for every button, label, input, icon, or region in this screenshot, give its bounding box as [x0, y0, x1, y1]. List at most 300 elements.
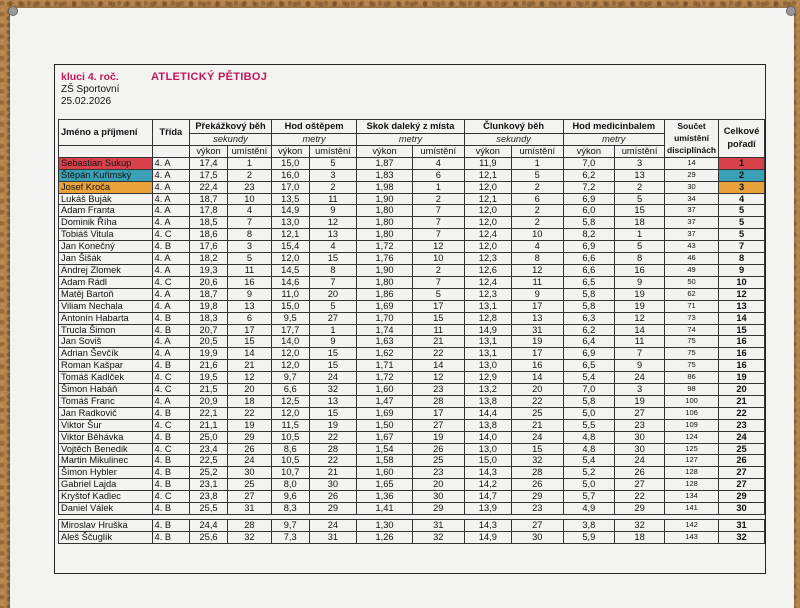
- table-row: [59, 217, 765, 229]
- cell-r3: 1,80: [357, 276, 413, 288]
- cell-p3: 31: [412, 520, 464, 532]
- cell-r2: 12,5: [271, 395, 309, 407]
- cell-r5: 8,2: [563, 229, 615, 241]
- cell-r5: 5,9: [563, 531, 615, 543]
- cell-r2: 9,7: [271, 372, 309, 384]
- cell-p5: 5: [615, 241, 665, 253]
- col-event2: Hod oštěpem: [271, 120, 356, 134]
- cell-p4: 23: [511, 503, 563, 515]
- cell-p1: 3: [227, 241, 271, 253]
- cell-r2: 12,0: [271, 348, 309, 360]
- table-row: [59, 253, 765, 265]
- cell-name: Kryštof Kadlec: [59, 491, 153, 503]
- cell-p5: 8: [615, 253, 665, 265]
- cell-name: Antonín Habarta: [59, 312, 153, 324]
- cell-name: Jan Soviš: [59, 336, 153, 348]
- pin-icon: [786, 6, 796, 16]
- cell-p2: 13: [309, 229, 357, 241]
- cell-cls: 4. A: [152, 395, 190, 407]
- cell-r1: 23,4: [190, 443, 228, 455]
- cell-p2: 9: [309, 205, 357, 217]
- cell-sum: 128: [665, 467, 719, 479]
- cell-r1: 23,1: [190, 479, 228, 491]
- cell-r4: 12,4: [464, 276, 511, 288]
- cell-r1: 18,6: [190, 229, 228, 241]
- cell-name: Viktor Šur: [59, 419, 153, 431]
- cell-sum: 74: [665, 324, 719, 336]
- cell-cls: 4. C: [152, 384, 190, 396]
- cell-p4: 2: [511, 205, 563, 217]
- cell-r5: 5,4: [563, 372, 615, 384]
- cell-cls: 4. B: [152, 241, 190, 253]
- cell-place: 16: [719, 336, 765, 348]
- table-row: [59, 205, 765, 217]
- cell-p5: 32: [615, 520, 665, 532]
- cell-place: 25: [719, 443, 765, 455]
- cell-cls: 4. A: [152, 336, 190, 348]
- cell-r3: 1,69: [357, 300, 413, 312]
- cell-r5: 6,5: [563, 360, 615, 372]
- cell-p5: 22: [615, 491, 665, 503]
- table-row: [59, 395, 765, 407]
- cell-p4: 21: [511, 419, 563, 431]
- cell-p2: 21: [309, 467, 357, 479]
- cell-r4: 13,9: [464, 503, 511, 515]
- cell-r2: 10,5: [271, 431, 309, 443]
- cell-p4: 5: [511, 169, 563, 181]
- cell-p2: 7: [309, 276, 357, 288]
- cell-r3: 1,70: [357, 312, 413, 324]
- cell-place: 22: [719, 407, 765, 419]
- cell-p5: 29: [615, 503, 665, 515]
- cell-r3: 1,60: [357, 467, 413, 479]
- cell-place: 1: [719, 157, 765, 169]
- cell-place: 9: [719, 264, 765, 276]
- cell-place: 16: [719, 348, 765, 360]
- cell-r3: 1,69: [357, 407, 413, 419]
- cell-r2: 12,0: [271, 407, 309, 419]
- cell-name: Matěj Bartoň: [59, 288, 153, 300]
- cell-r3: 1,50: [357, 419, 413, 431]
- cell-p4: 30: [511, 531, 563, 543]
- cell-r5: 5,4: [563, 455, 615, 467]
- col-rank: umístění: [511, 145, 563, 157]
- cell-sum: 50: [665, 276, 719, 288]
- cell-r4: 12,3: [464, 253, 511, 265]
- cell-place: 5: [719, 229, 765, 241]
- cell-r2: 13,0: [271, 217, 309, 229]
- cell-p3: 12: [412, 241, 464, 253]
- cell-name: Trucla Šimon: [59, 324, 153, 336]
- cell-r1: 17,4: [190, 157, 228, 169]
- cell-p2: 29: [309, 503, 357, 515]
- cell-p2: 30: [309, 479, 357, 491]
- cell-sum: 49: [665, 264, 719, 276]
- table-row: [59, 491, 765, 503]
- cell-r5: 6,3: [563, 312, 615, 324]
- cell-r1: 18,5: [190, 217, 228, 229]
- col-sum: Součet umístění disciplínách: [665, 120, 719, 158]
- cell-name: Lukáš Buják: [59, 193, 153, 205]
- cell-place: 29: [719, 491, 765, 503]
- cell-r3: 1,83: [357, 169, 413, 181]
- cell-place: 13: [719, 300, 765, 312]
- cell-name: Jan Konečný: [59, 241, 153, 253]
- cell-place: 26: [719, 455, 765, 467]
- col-event5: Hod medicinbalem: [563, 120, 664, 134]
- cell-name: Daniel Válek: [59, 503, 153, 515]
- col-event4: Člunkový běh: [464, 120, 563, 134]
- cell-p3: 22: [412, 348, 464, 360]
- cell-sum: 75: [665, 360, 719, 372]
- cell-r3: 1,26: [357, 531, 413, 543]
- cell-name: Dominik Říha: [59, 217, 153, 229]
- cell-name: Šimon Habáň: [59, 384, 153, 396]
- cell-p3: 7: [412, 229, 464, 241]
- cell-r5: 6,9: [563, 348, 615, 360]
- unit-event4: sekundy: [464, 134, 563, 146]
- cell-r3: 1,87: [357, 157, 413, 169]
- cell-sum: 46: [665, 253, 719, 265]
- cell-r5: 7,0: [563, 384, 615, 396]
- cell-r5: 6,2: [563, 324, 615, 336]
- cell-p3: 30: [412, 491, 464, 503]
- cell-p1: 14: [227, 348, 271, 360]
- col-result: výkon: [563, 145, 615, 157]
- table-row: [59, 419, 765, 431]
- cell-r3: 1,90: [357, 264, 413, 276]
- cell-r3: 1,80: [357, 229, 413, 241]
- cell-p3: 5: [412, 288, 464, 300]
- table-row: [59, 276, 765, 288]
- cell-cls: 4. B: [152, 467, 190, 479]
- cell-r2: 17,0: [271, 181, 309, 193]
- cell-place: 15: [719, 324, 765, 336]
- table-row: [59, 193, 765, 205]
- cell-p4: 2: [511, 217, 563, 229]
- table-row: [59, 520, 765, 532]
- cell-r2: 17,7: [271, 324, 309, 336]
- cell-p2: 11: [309, 193, 357, 205]
- table-row: [59, 455, 765, 467]
- cell-p2: 8: [309, 264, 357, 276]
- table-row: [59, 264, 765, 276]
- table-row: [59, 336, 765, 348]
- cell-r1: 21,1: [190, 419, 228, 431]
- cell-place: 14: [719, 312, 765, 324]
- cell-r1: 25,0: [190, 431, 228, 443]
- cell-p1: 26: [227, 443, 271, 455]
- table-row: [59, 360, 765, 372]
- cell-p3: 28: [412, 395, 464, 407]
- cell-p4: 15: [511, 443, 563, 455]
- cell-p5: 9: [615, 360, 665, 372]
- cell-p3: 19: [412, 431, 464, 443]
- cell-place: 27: [719, 467, 765, 479]
- cell-p5: 3: [615, 157, 665, 169]
- cell-sum: 124: [665, 431, 719, 443]
- cell-name: Šimon Hybler: [59, 467, 153, 479]
- cell-r3: 1,58: [357, 455, 413, 467]
- cell-p5: 18: [615, 531, 665, 543]
- cell-sum: 14: [665, 157, 719, 169]
- cell-r4: 14,2: [464, 479, 511, 491]
- cell-p5: 1: [615, 229, 665, 241]
- cell-cls: 4. B: [152, 479, 190, 491]
- cell-p2: 5: [309, 300, 357, 312]
- cell-p2: 24: [309, 372, 357, 384]
- cell-r4: 13,1: [464, 336, 511, 348]
- cell-r3: 1,80: [357, 217, 413, 229]
- cell-place: 21: [719, 395, 765, 407]
- cell-r1: 20,7: [190, 324, 228, 336]
- cell-r3: 1,86: [357, 288, 413, 300]
- cell-sum: 43: [665, 241, 719, 253]
- cell-name: Jan Radkovič: [59, 407, 153, 419]
- cell-p3: 7: [412, 217, 464, 229]
- cell-place: 30: [719, 503, 765, 515]
- cell-p4: 2: [511, 181, 563, 193]
- cell-r1: 22,4: [190, 181, 228, 193]
- cell-p1: 8: [227, 229, 271, 241]
- cell-name: Jan Šišák: [59, 253, 153, 265]
- cell-r5: 5,8: [563, 217, 615, 229]
- cell-r5: 7,2: [563, 181, 615, 193]
- cell-r4: 11,9: [464, 157, 511, 169]
- table-row: [59, 384, 765, 396]
- cell-p4: 26: [511, 479, 563, 491]
- cell-name: Aleš Ščuglík: [59, 531, 153, 543]
- cell-r1: 19,5: [190, 372, 228, 384]
- cell-p1: 5: [227, 253, 271, 265]
- unit-event2: metry: [271, 134, 356, 146]
- cell-place: 3: [719, 181, 765, 193]
- col-rank: umístění: [615, 145, 665, 157]
- cell-r2: 8,6: [271, 443, 309, 455]
- cell-p2: 5: [309, 157, 357, 169]
- cell-p5: 3: [615, 384, 665, 396]
- cell-r3: 1,47: [357, 395, 413, 407]
- cell-p4: 6: [511, 193, 563, 205]
- cell-p3: 21: [412, 336, 464, 348]
- cell-r4: 14,3: [464, 467, 511, 479]
- cell-r4: 12,6: [464, 264, 511, 276]
- cell-p2: 26: [309, 491, 357, 503]
- cell-r5: 5,7: [563, 491, 615, 503]
- cell-cls: 4. A: [152, 264, 190, 276]
- cell-p5: 11: [615, 336, 665, 348]
- table-row: [59, 288, 765, 300]
- table-row: [59, 229, 765, 241]
- cell-p2: 15: [309, 407, 357, 419]
- cell-r2: 10,5: [271, 455, 309, 467]
- cell-r1: 17,8: [190, 205, 228, 217]
- cell-r4: 12,0: [464, 217, 511, 229]
- cell-p2: 9: [309, 336, 357, 348]
- cell-p4: 19: [511, 336, 563, 348]
- cell-cls: 4. C: [152, 372, 190, 384]
- cell-r2: 8,3: [271, 503, 309, 515]
- cell-sum: 143: [665, 531, 719, 543]
- cell-sum: 75: [665, 348, 719, 360]
- blank-cell: [59, 145, 153, 157]
- cell-sum: 127: [665, 455, 719, 467]
- cell-place: 5: [719, 205, 765, 217]
- cell-sum: 100: [665, 395, 719, 407]
- results-table: [58, 119, 765, 544]
- cell-r4: 13,8: [464, 419, 511, 431]
- cell-place: 16: [719, 360, 765, 372]
- cell-p5: 24: [615, 455, 665, 467]
- cell-p2: 22: [309, 455, 357, 467]
- unit-event3: metry: [357, 134, 464, 146]
- cell-cls: 4. A: [152, 193, 190, 205]
- cell-p2: 31: [309, 531, 357, 543]
- cell-p2: 2: [309, 181, 357, 193]
- cell-r2: 9,5: [271, 312, 309, 324]
- cell-sum: 71: [665, 300, 719, 312]
- cell-sum: 37: [665, 229, 719, 241]
- event-date: 25.02.2026: [61, 96, 112, 107]
- cell-r1: 25,6: [190, 531, 228, 543]
- table-row: [59, 479, 765, 491]
- results-body: [59, 157, 765, 543]
- cell-p3: 11: [412, 324, 464, 336]
- cell-r1: 18,7: [190, 288, 228, 300]
- cell-r5: 7,0: [563, 157, 615, 169]
- col-result: výkon: [464, 145, 511, 157]
- cell-p5: 30: [615, 443, 665, 455]
- cell-p3: 17: [412, 300, 464, 312]
- table-row: [59, 431, 765, 443]
- col-rank: umístění: [309, 145, 357, 157]
- cell-name: Tobiáš Vitula: [59, 229, 153, 241]
- cell-p3: 12: [412, 372, 464, 384]
- cell-p1: 1: [227, 157, 271, 169]
- cell-p4: 9: [511, 288, 563, 300]
- cell-r1: 24,4: [190, 520, 228, 532]
- cell-p4: 17: [511, 300, 563, 312]
- cell-cls: 4. C: [152, 419, 190, 431]
- cell-cls: 4. C: [152, 491, 190, 503]
- cell-p4: 25: [511, 407, 563, 419]
- col-rank: umístění: [227, 145, 271, 157]
- cell-sum: 141: [665, 503, 719, 515]
- cell-r4: 14,9: [464, 531, 511, 543]
- col-event3: Skok daleký z místa: [357, 120, 464, 134]
- cell-name: Viktor Běhávka: [59, 431, 153, 443]
- cell-p4: 14: [511, 372, 563, 384]
- results-sheet: [10, 8, 794, 608]
- cell-place: 20: [719, 384, 765, 396]
- cell-p2: 15: [309, 348, 357, 360]
- cell-place: 7: [719, 241, 765, 253]
- cell-r5: 5,8: [563, 300, 615, 312]
- cell-p1: 27: [227, 491, 271, 503]
- cell-place: 10: [719, 276, 765, 288]
- cell-r1: 19,8: [190, 300, 228, 312]
- cell-r5: 6,6: [563, 253, 615, 265]
- cell-p2: 27: [309, 312, 357, 324]
- cell-r3: 1,36: [357, 491, 413, 503]
- cell-p4: 24: [511, 431, 563, 443]
- cell-p5: 16: [615, 264, 665, 276]
- cell-r1: 20,9: [190, 395, 228, 407]
- cell-p2: 19: [309, 419, 357, 431]
- cell-p4: 27: [511, 520, 563, 532]
- cell-r5: 6,9: [563, 241, 615, 253]
- cell-p5: 30: [615, 431, 665, 443]
- cell-p2: 32: [309, 384, 357, 396]
- cell-r3: 1,71: [357, 360, 413, 372]
- cell-p4: 11: [511, 276, 563, 288]
- cell-p1: 12: [227, 372, 271, 384]
- cell-name: Štěpán Kuřimský: [59, 169, 153, 181]
- cell-r2: 14,6: [271, 276, 309, 288]
- cell-p2: 22: [309, 431, 357, 443]
- table-row: [59, 503, 765, 515]
- cell-r2: 14,0: [271, 336, 309, 348]
- table-row: [59, 443, 765, 455]
- cell-name: Josef Kroča: [59, 181, 153, 193]
- cell-r2: 16,0: [271, 169, 309, 181]
- cell-r2: 15,0: [271, 157, 309, 169]
- table-row: [59, 467, 765, 479]
- cell-r3: 1,63: [357, 336, 413, 348]
- cell-r2: 10,7: [271, 467, 309, 479]
- cell-name: Miroslav Hruška: [59, 520, 153, 532]
- cell-p2: 24: [309, 520, 357, 532]
- cell-cls: 4. B: [152, 324, 190, 336]
- cell-p4: 16: [511, 360, 563, 372]
- cell-r4: 13,8: [464, 395, 511, 407]
- cell-p1: 19: [227, 419, 271, 431]
- cell-cls: 4. A: [152, 217, 190, 229]
- cell-p5: 24: [615, 372, 665, 384]
- cell-p1: 31: [227, 503, 271, 515]
- cell-r4: 13,0: [464, 443, 511, 455]
- cell-p3: 23: [412, 467, 464, 479]
- cell-p3: 29: [412, 503, 464, 515]
- cell-r5: 5,2: [563, 467, 615, 479]
- cell-r4: 12,0: [464, 241, 511, 253]
- cell-sum: 109: [665, 419, 719, 431]
- cell-r3: 1,54: [357, 443, 413, 455]
- cell-p1: 6: [227, 312, 271, 324]
- cell-p1: 15: [227, 336, 271, 348]
- cell-r5: 5,5: [563, 419, 615, 431]
- cell-p2: 1: [309, 324, 357, 336]
- cell-p4: 10: [511, 229, 563, 241]
- cell-p3: 7: [412, 276, 464, 288]
- cell-p5: 5: [615, 193, 665, 205]
- cell-sum: 98: [665, 384, 719, 396]
- cell-cls: 4. A: [152, 181, 190, 193]
- cell-p5: 19: [615, 288, 665, 300]
- table-row: [59, 181, 765, 193]
- cell-p3: 7: [412, 205, 464, 217]
- cell-r3: 1,76: [357, 253, 413, 265]
- unit-event1: sekundy: [190, 134, 272, 146]
- cell-r4: 13,2: [464, 384, 511, 396]
- cell-sum: 106: [665, 407, 719, 419]
- cell-r1: 21,5: [190, 384, 228, 396]
- cell-place: 27: [719, 479, 765, 491]
- cell-p5: 19: [615, 395, 665, 407]
- cell-r4: 13,0: [464, 360, 511, 372]
- cell-r4: 13,1: [464, 300, 511, 312]
- table-row: [59, 169, 765, 181]
